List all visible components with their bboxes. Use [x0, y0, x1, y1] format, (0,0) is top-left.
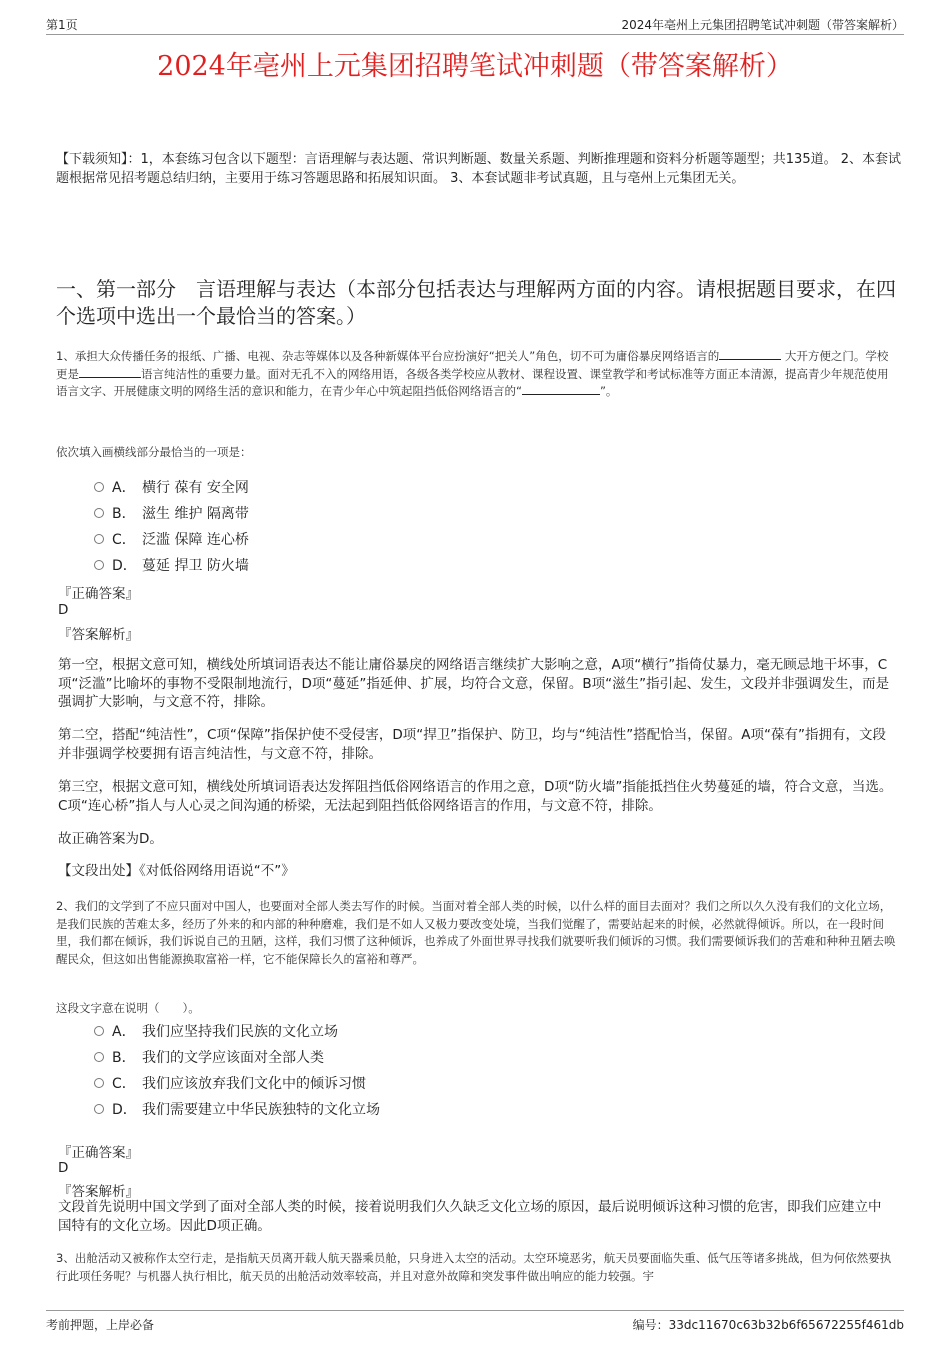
- analysis-label: 『答案解析』: [58, 1184, 139, 1200]
- document-title: 2024年亳州上元集团招聘笔试冲刺题（带答案解析）: [157, 51, 793, 82]
- download-notice: 【下载须知】：1，本套练习包含以下题型：言语理解与表达题、常识判断题、数量关系题、判断推理题和资料分析题等题型；共135道。 2、本套试题根据常见招考题总结归纳，主要用于练习答题思路和拓展知识面。 3、本套试题非考试真题，且与亳州上元集团无关。: [56, 152, 901, 186]
- option-c[interactable]: C． 泛滥 保障 连心桥: [94, 530, 249, 556]
- option-b[interactable]: B． 滋生 维护 隔离带: [94, 504, 249, 530]
- option-a[interactable]: A． 横行 葆有 安全网: [94, 478, 249, 504]
- page-header: [46, 14, 904, 35]
- option-c[interactable]: C． 我们应该放弃我们文化中的倾诉习惯: [94, 1074, 380, 1100]
- analysis-paragraph: 第二空，搭配“纯洁性”，C项“保障”指保护使不受侵害，D项“捍卫”指保护、防卫，均与“纯洁性”搭配恰当，保留。A项“葆有”指拥有，文段并非强调学校要拥有语言纯洁性，与文意不符，排除。: [58, 727, 886, 762]
- document-code: 编号：33dc11670c63b32b6f65672255f461db: [632, 1318, 904, 1332]
- radio-icon[interactable]: [94, 560, 104, 570]
- radio-icon[interactable]: [94, 1026, 104, 1036]
- analysis-label: 『答案解析』: [58, 627, 139, 643]
- option-a[interactable]: A． 我们应坚持我们民族的文化立场: [94, 1022, 380, 1048]
- question-2-prompt: 这段文字意在说明（ ）。: [56, 1001, 200, 1015]
- radio-icon[interactable]: [94, 534, 104, 544]
- analysis-paragraph: 第三空，根据文意可知，横线处所填词语表达发挥阻挡低俗网络语言的作用之意，D项“防火墙”指能抵挡住火势蔓延的墙，符合文意，当选。C项“连心桥”指人与人心灵之间沟通的桥梁，无法起到阻挡低俗网络语言的作用，与文意不符，排除。: [58, 779, 893, 814]
- answer-label: 『正确答案』: [58, 1145, 139, 1161]
- analysis-conclusion: 故正确答案为D。: [58, 831, 163, 847]
- page-footer: [46, 1310, 904, 1333]
- radio-icon[interactable]: [94, 1078, 104, 1088]
- header-doc-title: 2024年亳州上元集团招聘笔试冲刺题（带答案解析）: [621, 18, 904, 32]
- question-2-text: 2、我们的文学到了不应只面对中国人，也要面对全部人类去写作的时候。当面对着全部人类的时候，以什么样的面目去面对？我们之所以久久没有我们的文化立场，是我们民族的苦难太多，经历了外来的和内部的种种磨难，我们是不如人又极力要改变处境，当我们觉醒了，需要站起来的时候，必然就得倾诉。所以，在一段时间里，我们都在倾诉，我们诉说自己的丑陋，这样，我们习惯了这种倾诉，也养成了外面世界寻找我们就要听我们倾诉的习惯。我们需要倾诉我们的苦难和种种丑陋去唤醒民众，但这如出售能源换取富裕一样，它不能保障长久的富裕和尊严。: [56, 899, 896, 966]
- question-1-options: [94, 478, 249, 582]
- radio-icon[interactable]: [94, 1104, 104, 1114]
- question-2-options: [94, 1022, 380, 1126]
- analysis-paragraph: 第一空，根据文意可知，横线处所填词语表达不能让庸俗暴戾的网络语言继续扩大影响之意，A项“横行”指倚仗暴力，毫无顾忌地干坏事，C项“泛滥”比喻坏的事物不受限制地流行，D项“蔓延”指延伸、扩展，均符合文意，保留。B项“滋生”指引起、发生，文段并非强调发生，而是强调扩大影响，与文意不符，排除。: [58, 657, 890, 710]
- question-3-text: 3、出舱活动又被称作太空行走，是指航天员离开载人航天器乘员舱，只身进入太空的活动。太空环境恶劣，航天员要面临失重、低气压等诸多挑战，但为何依然要执行此项任务呢？与机器人执行相比，航天员的出舱活动效率较高，并且对意外故障和突发事件做出响应的能力较强。宇: [56, 1251, 892, 1283]
- footer-slogan: 考前押题，上岸必备: [46, 1318, 155, 1332]
- blank-2: [79, 366, 141, 378]
- option-b[interactable]: B． 我们的文学应该面对全部人类: [94, 1048, 380, 1074]
- section-heading: 一、第一部分 言语理解与表达（本部分包括表达与理解两方面的内容。请根据题目要求，在四个选项中选出一个最恰当的答案。）: [56, 277, 896, 328]
- correct-answer: D: [58, 1160, 69, 1176]
- radio-icon[interactable]: [94, 1052, 104, 1062]
- question-1-text: 1、承担大众传播任务的报纸、广播、电视、杂志等媒体以及各种新媒体平台应扮演好“把关人”角色，切不可为庸俗暴戾网络语言的 大开方便之门。学校更是 语言纯洁性的重要力量。面对无孔不入的网络用语，各级各类学校应从教材、课程设置、课堂教学和考试标准等方面正本清源，提高青少年规范使用语言文字、开展健康文明的网络生活的意识和能力，在青少年心中筑起阻挡低俗网络语言的“ ”。: [56, 349, 889, 398]
- question-1-prompt: 依次填入画横线部分最恰当的一项是：: [56, 445, 252, 459]
- source-citation: 【文段出处】《对低俗网络用语说“不”》: [58, 863, 295, 879]
- correct-answer: D: [58, 602, 69, 618]
- blank-1: [719, 348, 781, 360]
- radio-icon[interactable]: [94, 508, 104, 518]
- blank-3: [522, 383, 600, 395]
- option-d[interactable]: D． 蔓延 捍卫 防火墙: [94, 556, 249, 582]
- option-d[interactable]: D． 我们需要建立中华民族独特的文化立场: [94, 1100, 380, 1126]
- radio-icon[interactable]: [94, 482, 104, 492]
- answer-label: 『正确答案』: [58, 586, 139, 602]
- page-number: 第1页: [46, 18, 78, 32]
- analysis-paragraph: 文段首先说明中国文学到了面对全部人类的时候，接着说明我们久久缺乏文化立场的原因，最后说明倾诉这种习惯的危害，即我们应建立中国特有的文化立场。因此D项正确。: [58, 1199, 882, 1234]
